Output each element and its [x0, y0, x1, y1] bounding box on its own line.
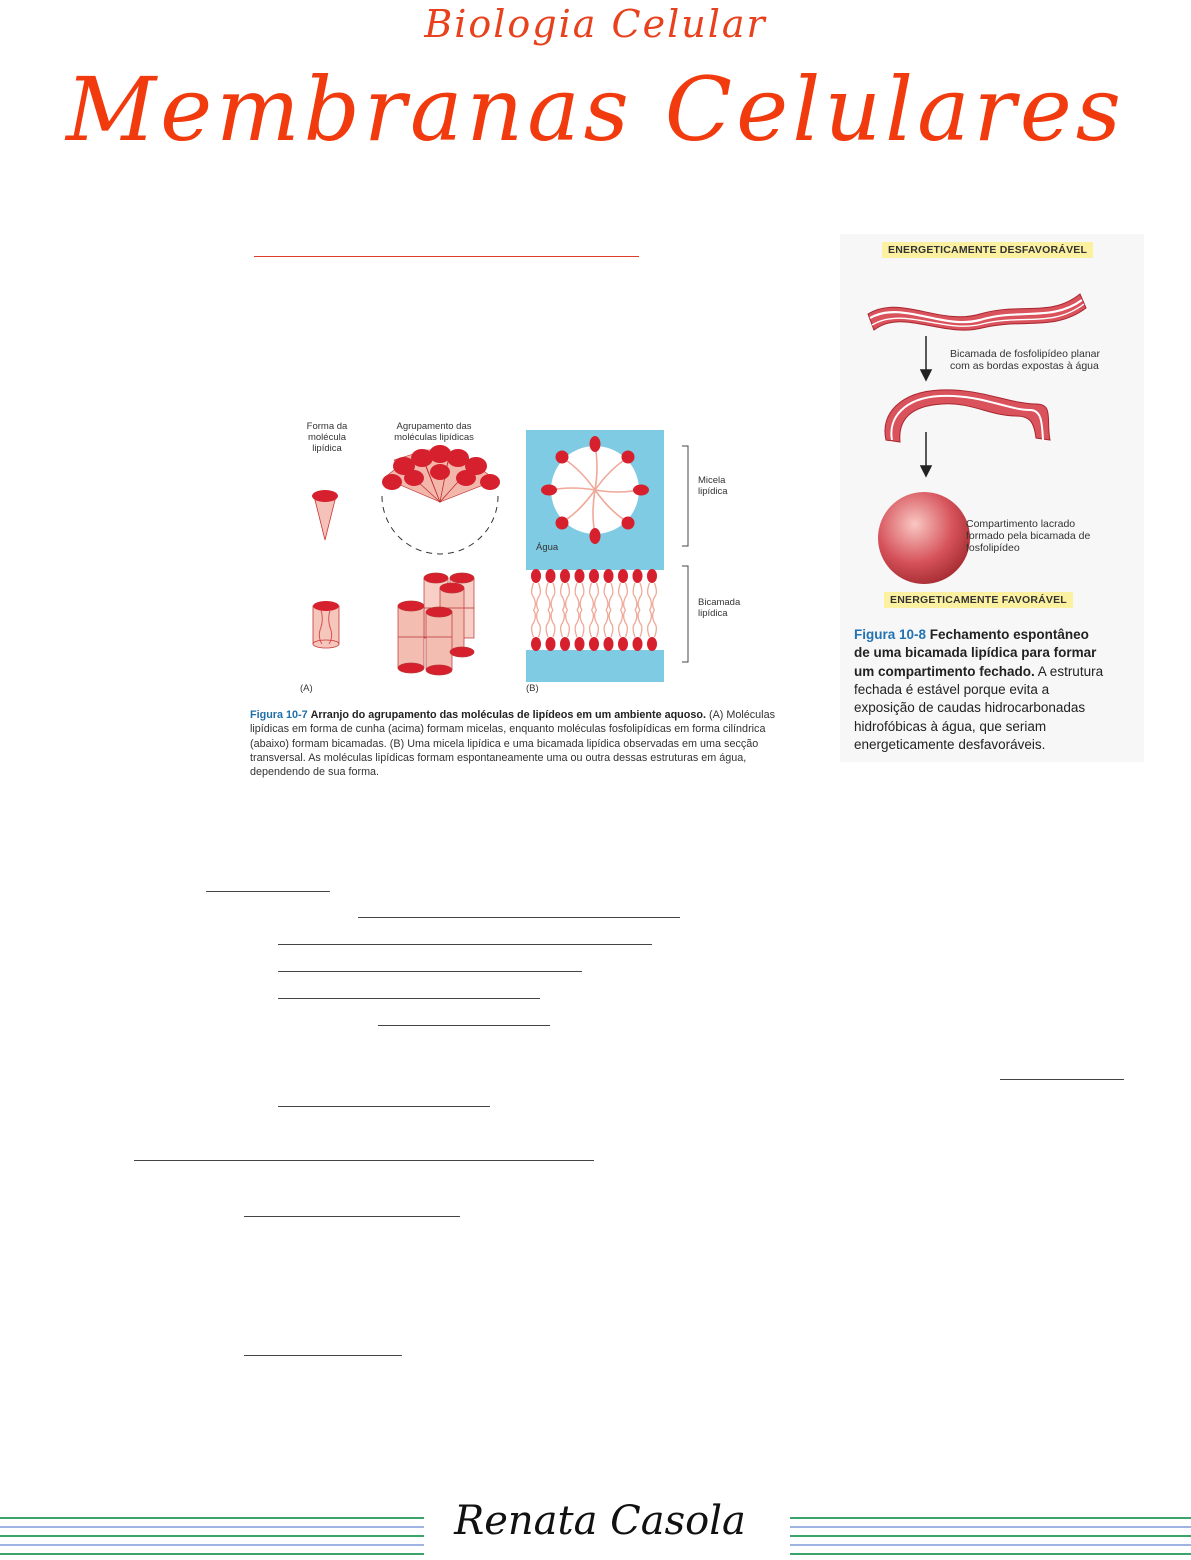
label-sealed-compartment: Compartimento lacrado formado pela bicamada de fosfolipídeo — [966, 518, 1091, 555]
section-heading-underline — [254, 256, 639, 257]
page-subtitle: Biologia Celular — [424, 2, 767, 46]
lipid-head-icon — [546, 637, 556, 651]
lipid-head-icon — [647, 569, 657, 583]
figure-10-8 — [840, 234, 1144, 762]
label-micelle: Micela lipídica — [698, 475, 728, 497]
note-underline — [358, 917, 680, 918]
lipid-head-icon — [531, 637, 541, 651]
caption-title: Arranjo do agrupamento das moléculas de lipídeos em um ambiente aquoso. — [310, 709, 706, 721]
lipid-head-icon — [604, 637, 614, 651]
note-underline — [378, 1025, 550, 1026]
panel-a-label: (A) — [300, 683, 313, 694]
caption-number: Figura 10-8 — [854, 627, 927, 642]
author-signature: Renata Casola — [454, 1498, 746, 1544]
planar-bilayer-icon — [868, 294, 1086, 330]
lipid-head-icon — [618, 569, 628, 583]
label-lipid-shape: Forma da molécula lipídica — [306, 421, 348, 454]
note-underline — [278, 998, 540, 999]
note-underline — [1000, 1079, 1124, 1080]
note-underline — [278, 971, 582, 972]
curling-bilayer-icon — [885, 390, 1050, 442]
figure-10-7-illustration — [244, 412, 780, 702]
bracket-lines — [682, 446, 688, 662]
note-underline — [134, 1160, 594, 1161]
lipid-head-icon — [575, 637, 585, 651]
caption-text: (A) Moléculas lipídicas em forma de cunha (acima) formam micelas, enquanto moléculas fosfolipídicas em forma cilíndrica (abaixo) formam bicamadas. (B) Uma micela lipídica e uma bicamada lipídica observadas em uma secção transversal. As moléculas lipídicas formam espontaneamente uma ou outra dessas estruturas em água, dependendo de sua forma. — [250, 709, 775, 778]
lipid-head-icon — [589, 637, 599, 651]
sealed-compartment-icon — [878, 492, 970, 584]
lipid-head-icon — [575, 569, 585, 583]
bilayer-section-icon — [526, 569, 664, 651]
note-underline — [278, 1106, 490, 1107]
figure-10-8-caption — [854, 626, 1104, 755]
note-underline — [206, 891, 330, 892]
lipid-head-icon — [633, 569, 643, 583]
wedge-lipid-icon — [312, 490, 338, 540]
tag-favorable: ENERGETICAMENTE FAVORÁVEL — [884, 592, 1073, 608]
label-bilayer: Bicamada lipídica — [698, 597, 741, 619]
label-lipid-grouping: Agrupamento das moléculas lipídicas — [394, 421, 474, 443]
bilayer-stack-icon — [398, 573, 474, 675]
lipid-head-icon — [604, 569, 614, 583]
figure-10-7-caption — [250, 708, 776, 779]
panel-b-label: (B) — [526, 683, 539, 694]
page-title: Membranas Celulares — [66, 58, 1125, 161]
micelle-cluster-icon — [382, 445, 500, 554]
caption-text: A estrutura fechada é estável porque evita a exposição de caudas hidrocarbonadas hidrofóbicas à água, que seriam energeticamente desfavoráveis. — [854, 663, 1104, 753]
note-underline — [244, 1355, 402, 1356]
label-planar-bilayer: Bicamada de fosfolipídeo planar com as bordas expostas à água — [950, 348, 1101, 373]
label-water: Água — [536, 542, 559, 553]
lipid-head-icon — [560, 637, 570, 651]
note-underline — [244, 1216, 460, 1217]
lipid-head-icon — [589, 569, 599, 583]
lipid-head-icon — [647, 637, 657, 651]
lipid-head-icon — [618, 637, 628, 651]
note-underline — [278, 944, 652, 945]
lipid-head-icon — [633, 637, 643, 651]
caption-number: Figura 10-7 — [250, 709, 308, 721]
cylinder-lipid-icon — [313, 601, 339, 648]
tag-unfavorable: ENERGETICAMENTE DESFAVORÁVEL — [882, 242, 1093, 258]
caption-title: Fechamento espontâneo de uma bicamada lipídica para formar um compartimento fechado. — [854, 627, 1097, 679]
lipid-head-icon — [531, 569, 541, 583]
lipid-head-icon — [560, 569, 570, 583]
lipid-head-icon — [546, 569, 556, 583]
figure-10-7 — [244, 412, 780, 788]
